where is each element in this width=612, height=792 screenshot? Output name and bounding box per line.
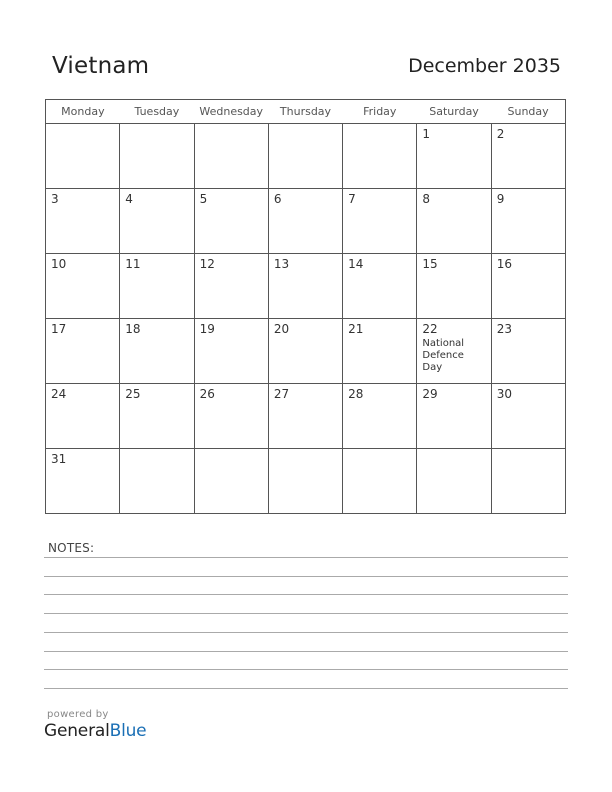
- country-title: Vietnam: [52, 53, 150, 79]
- calendar-day-cell: [120, 189, 194, 254]
- calendar-empty-cell: [268, 124, 342, 189]
- day-number: 20: [273, 322, 290, 336]
- calendar-week-row: [46, 124, 566, 189]
- calendar-body: [46, 124, 566, 514]
- day-number: 31: [51, 452, 67, 466]
- calendar-day-cell: [343, 384, 417, 449]
- calendar-empty-cell: [491, 449, 565, 514]
- calendar-day-cell: [417, 124, 491, 189]
- note-line: [44, 651, 568, 652]
- calendar-day-cell: [491, 124, 565, 189]
- note-line: [44, 669, 568, 670]
- calendar-day-cell: [120, 254, 194, 319]
- calendar-empty-cell: [194, 124, 268, 189]
- day-number: 6: [273, 192, 282, 206]
- day-number: 18: [125, 322, 141, 336]
- calendar-day-cell: [491, 254, 565, 319]
- day-number: 1: [422, 127, 431, 141]
- note-line: [44, 688, 568, 689]
- calendar-empty-cell: [46, 124, 120, 189]
- calendar-day-cell: [343, 254, 417, 319]
- note-line: [44, 576, 568, 577]
- weekday-sunday: Sunday: [491, 100, 565, 124]
- weekday-monday: Monday: [46, 100, 120, 124]
- note-line: [44, 632, 568, 633]
- calendar-day-cell: [46, 254, 120, 319]
- calendar-day-cell: [268, 189, 342, 254]
- day-number: 8: [422, 192, 431, 206]
- weekday-friday: Friday: [343, 100, 417, 124]
- day-number: 11: [125, 257, 141, 271]
- calendar-day-cell: [120, 384, 194, 449]
- calendar-week-row: [46, 449, 566, 514]
- calendar-empty-cell: [194, 449, 268, 514]
- day-number: 26: [199, 387, 215, 401]
- calendar-week-row: [46, 384, 566, 449]
- calendar-day-cell: [491, 384, 565, 449]
- day-number: 4: [125, 192, 133, 206]
- note-line: [44, 594, 568, 595]
- calendar-day-cell: [417, 189, 491, 254]
- day-number: 19: [199, 322, 215, 336]
- calendar-empty-cell: [343, 124, 417, 189]
- weekday-thursday: Thursday: [268, 100, 342, 124]
- calendar-day-cell: [194, 189, 268, 254]
- weekday-saturday: Saturday: [417, 100, 491, 124]
- calendar-empty-cell: [268, 449, 342, 514]
- calendar-day-cell: [46, 449, 120, 514]
- holiday-label: National Defence Day: [422, 338, 465, 373]
- calendar-day-cell: [120, 319, 194, 384]
- calendar-day-cell: [417, 254, 491, 319]
- powered-by-text: powered by: [47, 709, 109, 720]
- brand-name-general: General: [44, 721, 110, 741]
- calendar-day-cell: [46, 319, 120, 384]
- day-number: 16: [496, 257, 512, 271]
- day-number: 30: [496, 387, 512, 401]
- day-number: 24: [51, 387, 67, 401]
- day-number: 12: [199, 257, 215, 271]
- calendar-week-row: [46, 319, 566, 384]
- weekday-wednesday: Wednesday: [194, 100, 268, 124]
- notes-label: NOTES:: [48, 541, 95, 555]
- day-number: 9: [496, 192, 505, 206]
- day-number: 5: [199, 192, 208, 206]
- calendar-empty-cell: [343, 449, 417, 514]
- note-line: [44, 613, 568, 614]
- brand-name-blue: Blue: [109, 721, 147, 741]
- day-number: 23: [496, 322, 512, 336]
- calendar-day-cell: [46, 189, 120, 254]
- calendar-day-cell: [343, 189, 417, 254]
- day-number: 14: [348, 257, 364, 271]
- calendar-day-cell: [194, 254, 268, 319]
- calendar-week-row: [46, 189, 566, 254]
- day-number: 21: [348, 322, 364, 336]
- day-number: 29: [422, 387, 438, 401]
- calendar-grid: [45, 99, 566, 514]
- day-number: 25: [125, 387, 141, 401]
- calendar-day-cell: [343, 319, 417, 384]
- calendar-week-row: [46, 254, 566, 319]
- calendar-empty-cell: [120, 124, 194, 189]
- day-number: 7: [348, 192, 356, 206]
- brand-logo[interactable]: [44, 721, 146, 741]
- day-number: 22: [422, 322, 438, 336]
- calendar-day-cell: [268, 384, 342, 449]
- calendar-empty-cell: [120, 449, 194, 514]
- note-line: [44, 557, 568, 558]
- day-number: 10: [51, 257, 67, 271]
- calendar-day-cell: [46, 384, 120, 449]
- weekday-header-row: [46, 100, 566, 124]
- month-year-title: December 2035: [408, 55, 561, 77]
- calendar-empty-cell: [417, 449, 491, 514]
- day-number: 15: [422, 257, 438, 271]
- calendar-day-cell: [491, 319, 565, 384]
- day-number: 17: [51, 322, 67, 336]
- weekday-tuesday: Tuesday: [120, 100, 194, 124]
- calendar-day-cell: [194, 319, 268, 384]
- day-number: 3: [51, 192, 59, 206]
- calendar-day-cell: [417, 384, 491, 449]
- calendar-day-cell: [268, 254, 342, 319]
- day-number: 28: [348, 387, 364, 401]
- calendar-day-cell: [491, 189, 565, 254]
- calendar-day-cell: [268, 319, 342, 384]
- day-number: 27: [273, 387, 290, 401]
- calendar-day-cell: [417, 319, 491, 384]
- calendar-day-cell: [194, 384, 268, 449]
- day-number: 13: [273, 257, 290, 271]
- day-number: 2: [496, 127, 505, 141]
